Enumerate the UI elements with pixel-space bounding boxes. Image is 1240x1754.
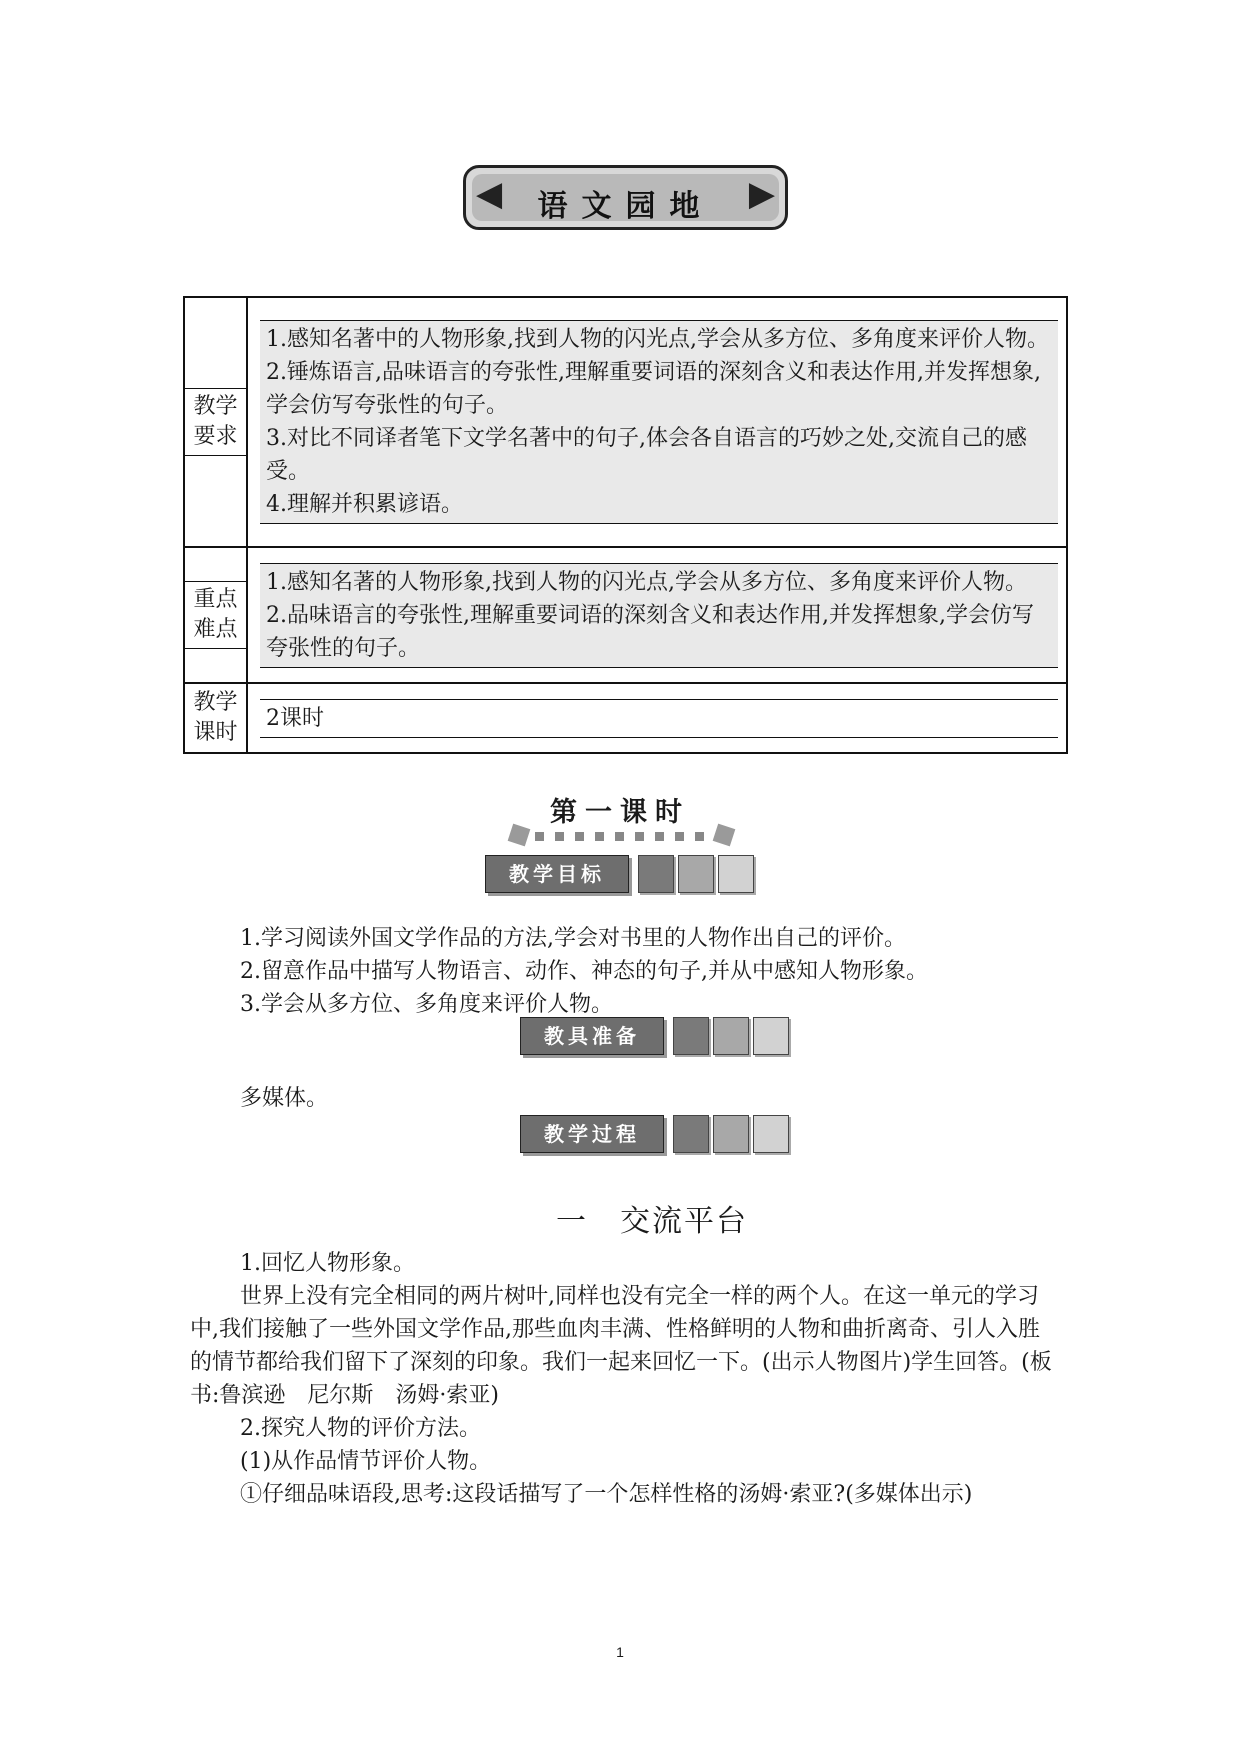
table-row	[184, 297, 1067, 547]
body-paragraph: 世界上没有完全相同的两片树叶,同样也没有完全一样的两个人。在这一单元的学习中,我们接触了一些外国文学作品,那些血肉丰满、性格鲜明的人物和曲折离奇、引人入胜的情节都给我们留下了深刻的印象。我们一起来回忆一下。(出示人物图片)学生回答。(板书:鲁滨逊 尼尔斯 汤姆·索亚)	[190, 1284, 1052, 1408]
tag-box-mid	[678, 855, 714, 893]
list-item: 2课时	[266, 705, 324, 731]
lesson-title: 第一课时	[550, 797, 690, 828]
divider-dot	[535, 832, 544, 841]
list-item: 2.锤炼语言,品味语言的夸张性,理解重要词语的深刻含义和表达作用,并发挥想象,学会仿写夸张性的句子。	[266, 360, 1041, 418]
label-cell	[184, 297, 247, 547]
list-item: 3.对比不同译者笔下文学名著中的句子,体会各自语言的巧妙之处,交流自己的感受。	[266, 426, 1027, 484]
list-item: 1.学习阅读外国文学作品的方法,学会对书里的人物作出自己的评价。	[240, 926, 906, 951]
divider-end-right	[713, 824, 736, 847]
divider-dot	[595, 832, 604, 841]
tag-label: 教具准备	[520, 1017, 664, 1055]
list-item: 1.感知名著的人物形象,找到人物的闪光点,学会从多方位、多角度来评价人物。	[266, 569, 1027, 595]
list-item: 2.留意作品中描写人物语言、动作、神态的句子,并从中感知人物形象。	[240, 959, 928, 984]
divider-dot	[615, 832, 624, 841]
preparation-text: 多媒体。	[240, 1086, 329, 1111]
divider-dot	[675, 832, 684, 841]
content-cell	[247, 683, 1067, 753]
requirements-table	[183, 296, 1068, 754]
objectives-list	[240, 922, 1060, 1021]
divider-dot	[575, 832, 584, 841]
divider-dot	[635, 832, 644, 841]
tag-box-light	[753, 1115, 789, 1153]
divider-end-left	[508, 824, 531, 847]
body-paragraph: 1.回忆人物形象。	[240, 1251, 415, 1276]
tag-label: 教学目标	[485, 855, 629, 893]
star-icon-right: ▶	[748, 174, 775, 214]
row-label-class-hours: 教学课时	[193, 690, 238, 745]
table-row	[184, 683, 1067, 753]
body-paragraph: (1)从作品情节评价人物。	[240, 1449, 492, 1474]
class-hours-value	[260, 699, 1058, 738]
page-title: 语文园地	[537, 189, 714, 224]
body-content	[190, 1247, 1060, 1511]
divider-dot	[555, 832, 564, 841]
list-item: 1.感知名著中的人物形象,找到人物的闪光点,学会从多方位、多角度来评价人物。	[266, 327, 1049, 352]
divider-dot	[695, 832, 704, 841]
content-cell	[247, 547, 1067, 683]
title-banner	[463, 165, 788, 230]
table-row	[184, 547, 1067, 683]
label-cell	[184, 683, 247, 753]
content-cell	[247, 297, 1067, 547]
section-heading: 一 交流平台	[556, 1204, 748, 1239]
star-icon-left: ◀	[476, 174, 503, 214]
key-points-list	[260, 563, 1058, 668]
tag-box-mid	[713, 1017, 749, 1055]
tag-box-dark	[638, 855, 674, 893]
label-cell	[184, 547, 247, 683]
requirements-list	[260, 320, 1058, 524]
row-label-key-points: 重点难点	[185, 581, 246, 649]
dot-divider	[510, 826, 735, 848]
divider-dot	[655, 832, 664, 841]
page-number: 1	[616, 1644, 624, 1660]
list-item: 2.品味语言的夸张性,理解重要词语的深刻含义和表达作用,并发挥想象,学会仿写夸张性的句子。	[266, 602, 1034, 661]
list-item: 4.理解并积累谚语。	[266, 492, 463, 517]
tag-box-light	[753, 1017, 789, 1055]
body-paragraph: ①仔细品味语段,思考:这段话描写了一个怎样性格的汤姆·索亚?(多媒体出示)	[240, 1482, 973, 1507]
list-item: 3.学会从多方位、多角度来评价人物。	[240, 992, 613, 1017]
tag-box-dark	[673, 1017, 709, 1055]
tag-box-dark	[673, 1115, 709, 1153]
tag-box-light	[718, 855, 754, 893]
tag-label: 教学过程	[520, 1115, 664, 1153]
row-label-teaching-requirements: 教学要求	[185, 388, 246, 456]
body-paragraph: 2.探究人物的评价方法。	[240, 1416, 481, 1441]
tag-box-mid	[713, 1115, 749, 1153]
